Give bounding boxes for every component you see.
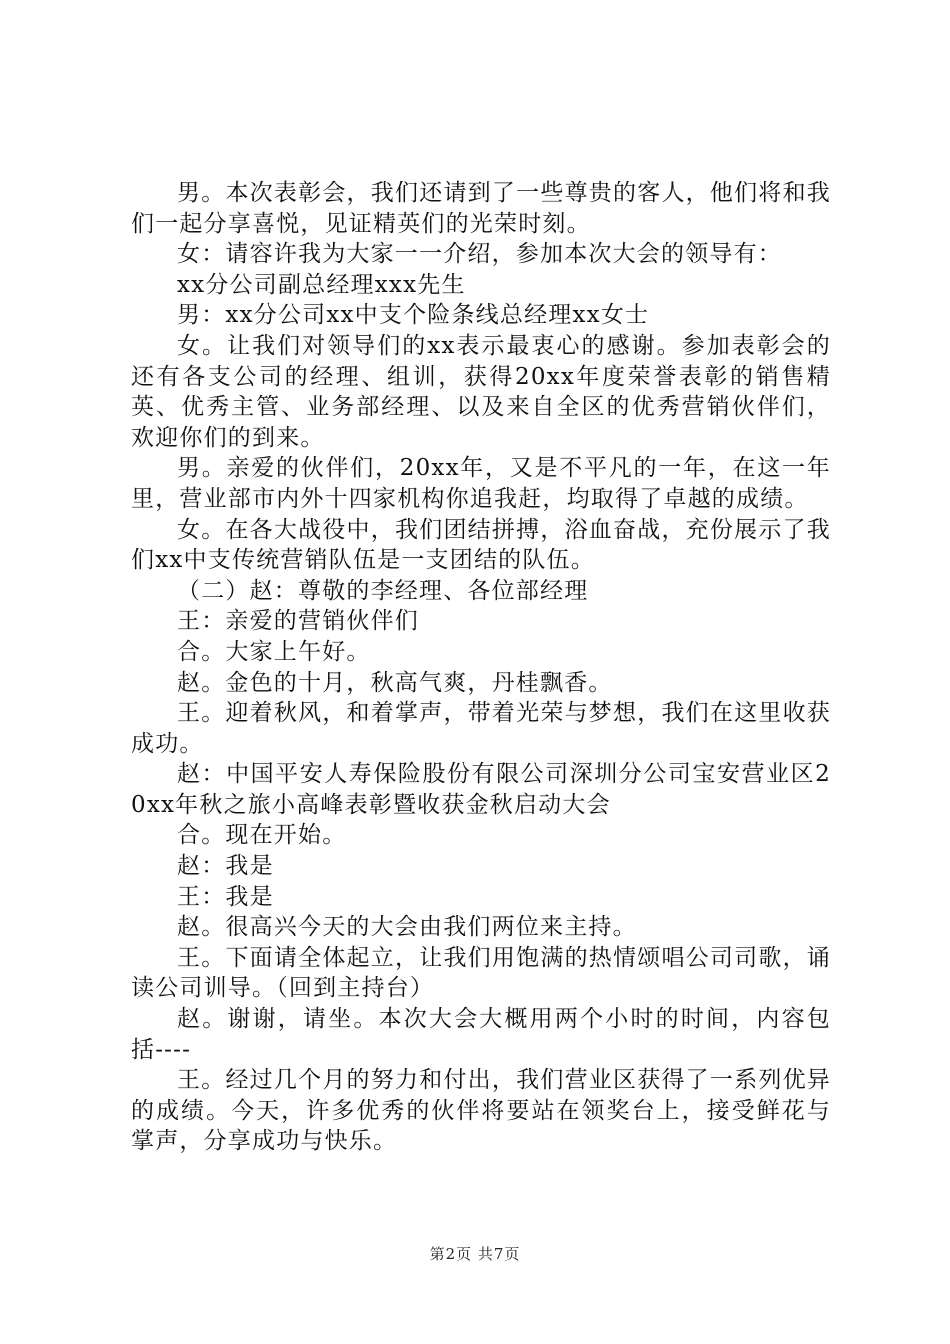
paragraph: 王：亲爱的营销伙伴们 bbox=[177, 608, 419, 635]
paragraph: 男。亲爱的伙伴们，20xx年，又是不平凡的一年，在这一年里，营业部市内外十四家机构你追我赶，均取得了卓越的成绩。 bbox=[131, 455, 831, 512]
paragraph: 合。大家上午好。 bbox=[177, 638, 371, 665]
body-text bbox=[131, 178, 831, 1157]
paragraph: 赵。金色的十月，秋高气爽，丹桂飘香。 bbox=[177, 669, 613, 696]
paragraph: 女。让我们对领导们的xx表示最衷心的感谢。参加表彰会的还有各支公司的经理、组训，获得20xx年度荣誉表彰的销售精英、优秀主管、业务部经理、以及来自全区的优秀营销伙伴们，欢迎你们的到来。 bbox=[131, 332, 831, 451]
paragraph: 赵：我是 bbox=[177, 853, 274, 880]
paragraph: 王：我是 bbox=[177, 883, 274, 910]
paragraph: 赵：中国平安人寿保险股份有限公司深圳分公司宝安营业区20xx年秋之旅小高峰表彰暨收获金秋启动大会 bbox=[131, 761, 831, 818]
paragraph: 王。经过几个月的努力和付出，我们营业区获得了一系列优异的成绩。今天，许多优秀的伙伴将要站在领奖台上，接受鲜花与掌声，分享成功与快乐。 bbox=[131, 1067, 831, 1155]
paragraph: 王。下面请全体起立，让我们用饱满的热情颂唱公司司歌，诵读公司训导。（回到主持台） bbox=[131, 944, 831, 1002]
paragraph: xx分公司副总经理xxx先生 bbox=[177, 271, 466, 298]
paragraph: （二）赵：尊敬的李经理、各位部经理 bbox=[177, 577, 589, 604]
page-number-footer: 第2页 共7页 bbox=[429, 1245, 521, 1263]
paragraph: 女。在各大战役中，我们团结拼搏，浴血奋战，充份展示了我们xx中支传统营销队伍是一支团结的队伍。 bbox=[131, 516, 831, 574]
paragraph: 女：请容许我为大家一一介绍，参加本次大会的领导有： bbox=[177, 241, 782, 268]
paragraph: 赵。很高兴今天的大会由我们两位来主持。 bbox=[177, 914, 637, 941]
paragraph: 男。本次表彰会，我们还请到了一些尊贵的客人，他们将和我们一起分享喜悦，见证精英们的光荣时刻。 bbox=[131, 180, 831, 237]
paragraph: 赵。谢谢，请坐。本次大会大概用两个小时的时间，内容包括---- bbox=[131, 1006, 831, 1063]
paragraph: 男：xx分公司xx中支个险条线总经理xx女士 bbox=[177, 302, 650, 329]
paragraph: 王。迎着秋风，和着掌声，带着光荣与梦想，我们在这里收获成功。 bbox=[131, 700, 831, 757]
paragraph: 合。现在开始。 bbox=[177, 822, 347, 849]
